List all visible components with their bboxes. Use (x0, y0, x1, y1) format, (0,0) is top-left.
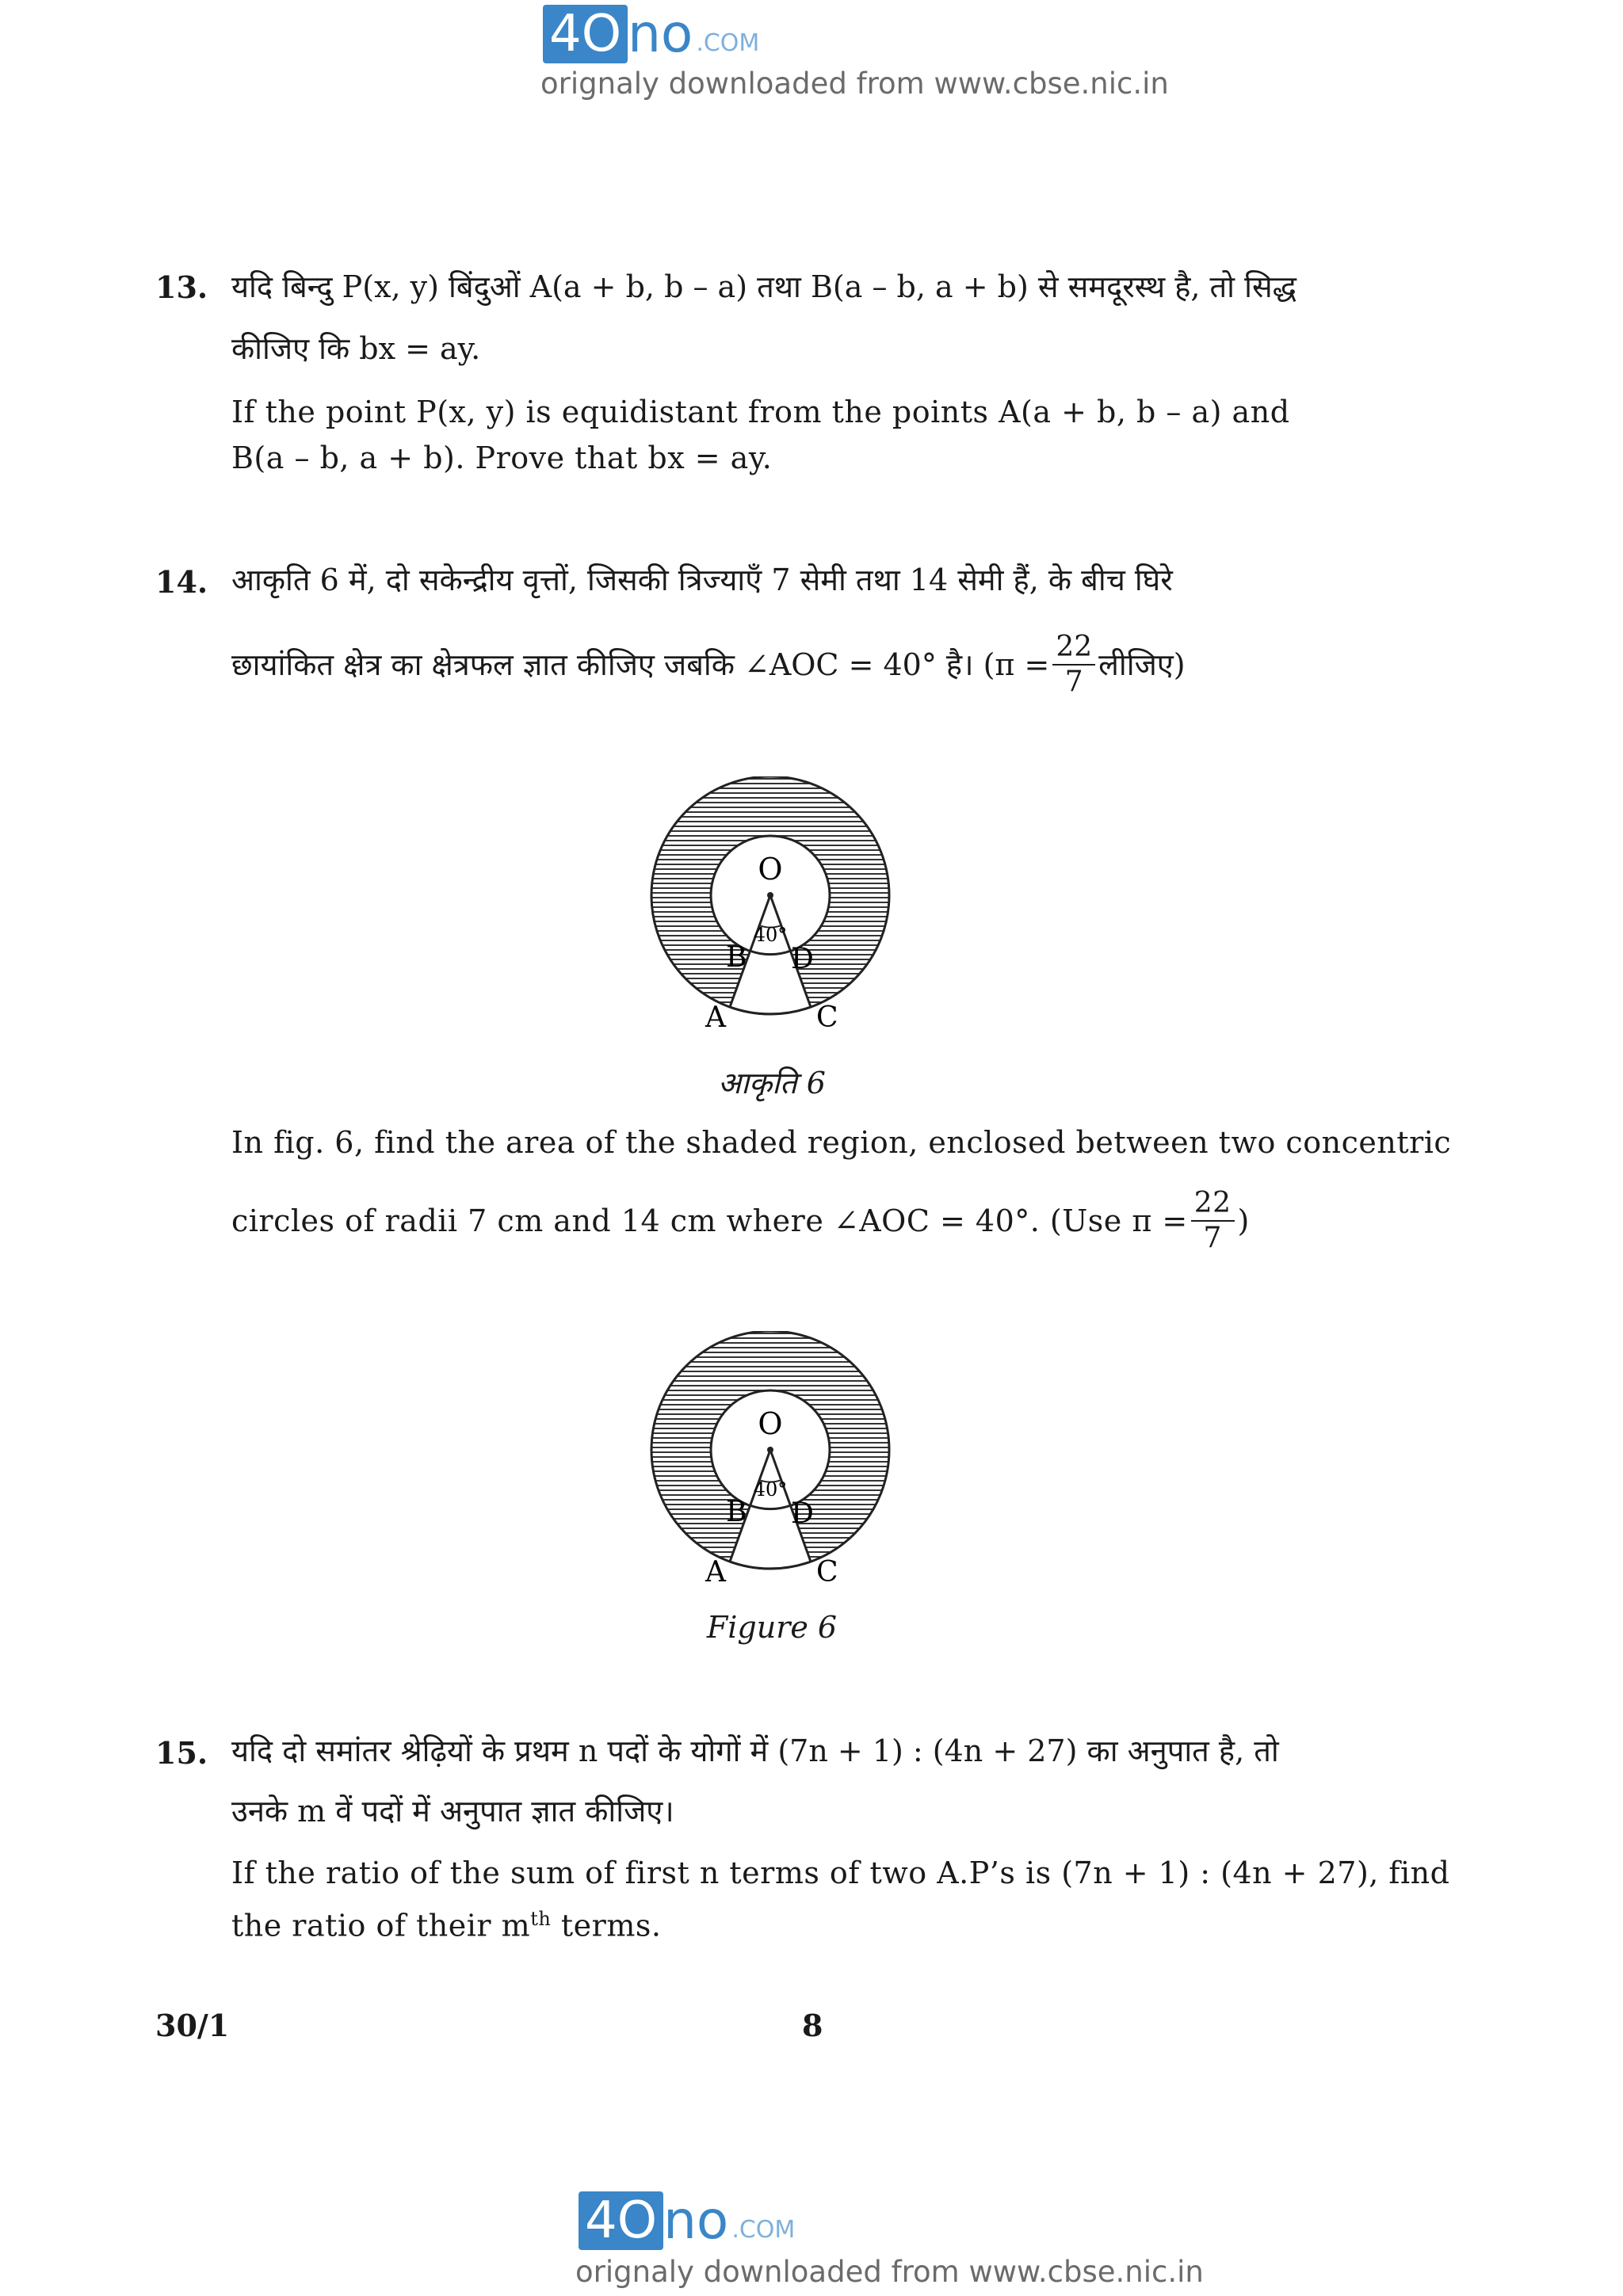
pi-fraction-english (1191, 1187, 1235, 1255)
fraction-denominator: 7 (1064, 666, 1083, 698)
label-c: C (816, 1556, 838, 1589)
q15-hindi-line1: यदि दो समांतर श्रेढ़ियों के प्रथम n पदों के योगों में (7n + 1) : (4n + 27) का अनुपात है, तो (231, 1733, 1279, 1768)
q14-hindi-line1: आकृति 6 में, दो सकेन्द्रीय वृत्तों, जिसकी त्रिज्याएँ 7 सेमी तथा 14 सेमी हैं, के बीच घिरे (231, 563, 1173, 597)
q15-english-line2 (231, 1897, 661, 1948)
fraction-denominator-english: 7 (1203, 1222, 1222, 1254)
q13-hindi-line1: यदि बिन्दु P(x, y) बिंदुओं A(a + b, b – a) तथा B(a – b, a + b) से समदूरस्थ है, तो सिद्ध (231, 269, 1296, 304)
label-b: B (726, 941, 747, 974)
q14-english-line2 (231, 1187, 1250, 1255)
q14-hindi-line2-end: लीजिए) (1098, 647, 1186, 682)
logo-com: .COM (731, 2216, 796, 2244)
label-c: C (816, 1001, 838, 1034)
logo-box: 4O (579, 2191, 663, 2250)
fraction-numerator-english: 22 (1191, 1187, 1235, 1222)
logo-text: no (663, 2190, 729, 2251)
question-13-number: 13. (155, 269, 208, 305)
bottom-watermark-text: orignaly downloaded from www.cbse.nic.in (575, 2255, 1204, 2289)
pi-fraction (1052, 631, 1095, 699)
bottom-logo (579, 2191, 795, 2250)
q14-hindi-line2 (231, 631, 1186, 699)
q14-english-line2-end: ) (1237, 1203, 1250, 1238)
concentric-circles-figure-hindi (643, 776, 897, 1038)
q14-english-line2-text: circles of radii 7 cm and 14 cm where ∠AOC = 40°. (Use π = (231, 1203, 1188, 1238)
angle-label: 40° (753, 924, 788, 946)
q15-english-line1: If the ratio of the sum of first n terms of two A.P’s is (7n + 1) : (4n + 27), find (231, 1855, 1450, 1890)
angle-label: 40° (753, 1478, 788, 1501)
q13-english-line1: If the point P(x, y) is equidistant from the points A(a + b, b – a) and (231, 395, 1290, 429)
label-o: O (758, 852, 783, 887)
q15-english-line2-end: terms. (551, 1908, 662, 1943)
label-d: D (791, 1497, 814, 1530)
q15-english-line2-text: the ratio of their m (231, 1908, 531, 1943)
q13-hindi-line2: कीजिए कि bx = ay. (231, 331, 481, 366)
label-o: O (758, 1406, 783, 1441)
q14-hindi-line2-text: छायांकित क्षेत्र का क्षेत्रफल ज्ञात कीजिए जबकि ∠AOC = 40° है। (π = (231, 647, 1050, 682)
q15-hindi-line2: उनके m वें पदों में अनुपात ज्ञात कीजिए। (231, 1794, 674, 1829)
page-number: 8 (802, 2008, 823, 2043)
center-point (767, 1447, 773, 1453)
label-a: A (705, 1556, 726, 1589)
question-14-number: 14. (155, 564, 208, 600)
q13-english-line2: B(a – b, a + b). Prove that bx = ay. (231, 441, 773, 475)
figure-caption-english: Figure 6 (706, 1610, 838, 1645)
q14-english-line1: In fig. 6, find the area of the shaded region, enclosed between two concentric (231, 1125, 1452, 1160)
label-d: D (791, 943, 814, 975)
top-watermark-text: orignaly downloaded from www.cbse.nic.in (540, 67, 1169, 101)
logo-com: .COM (696, 29, 760, 57)
paper-code: 30/1 (155, 2008, 230, 2043)
center-point (767, 892, 773, 898)
question-15-number: 15. (155, 1735, 208, 1771)
figure-caption-hindi: आकृति 6 (718, 1066, 826, 1100)
concentric-circles-figure-english (643, 1331, 897, 1592)
fraction-numerator: 22 (1052, 631, 1095, 666)
label-a: A (705, 1001, 726, 1034)
top-logo (543, 5, 759, 63)
label-b: B (726, 1496, 747, 1528)
logo-text: no (628, 3, 693, 64)
superscript-th: th (530, 1908, 552, 1930)
logo-box: 4O (543, 5, 628, 63)
